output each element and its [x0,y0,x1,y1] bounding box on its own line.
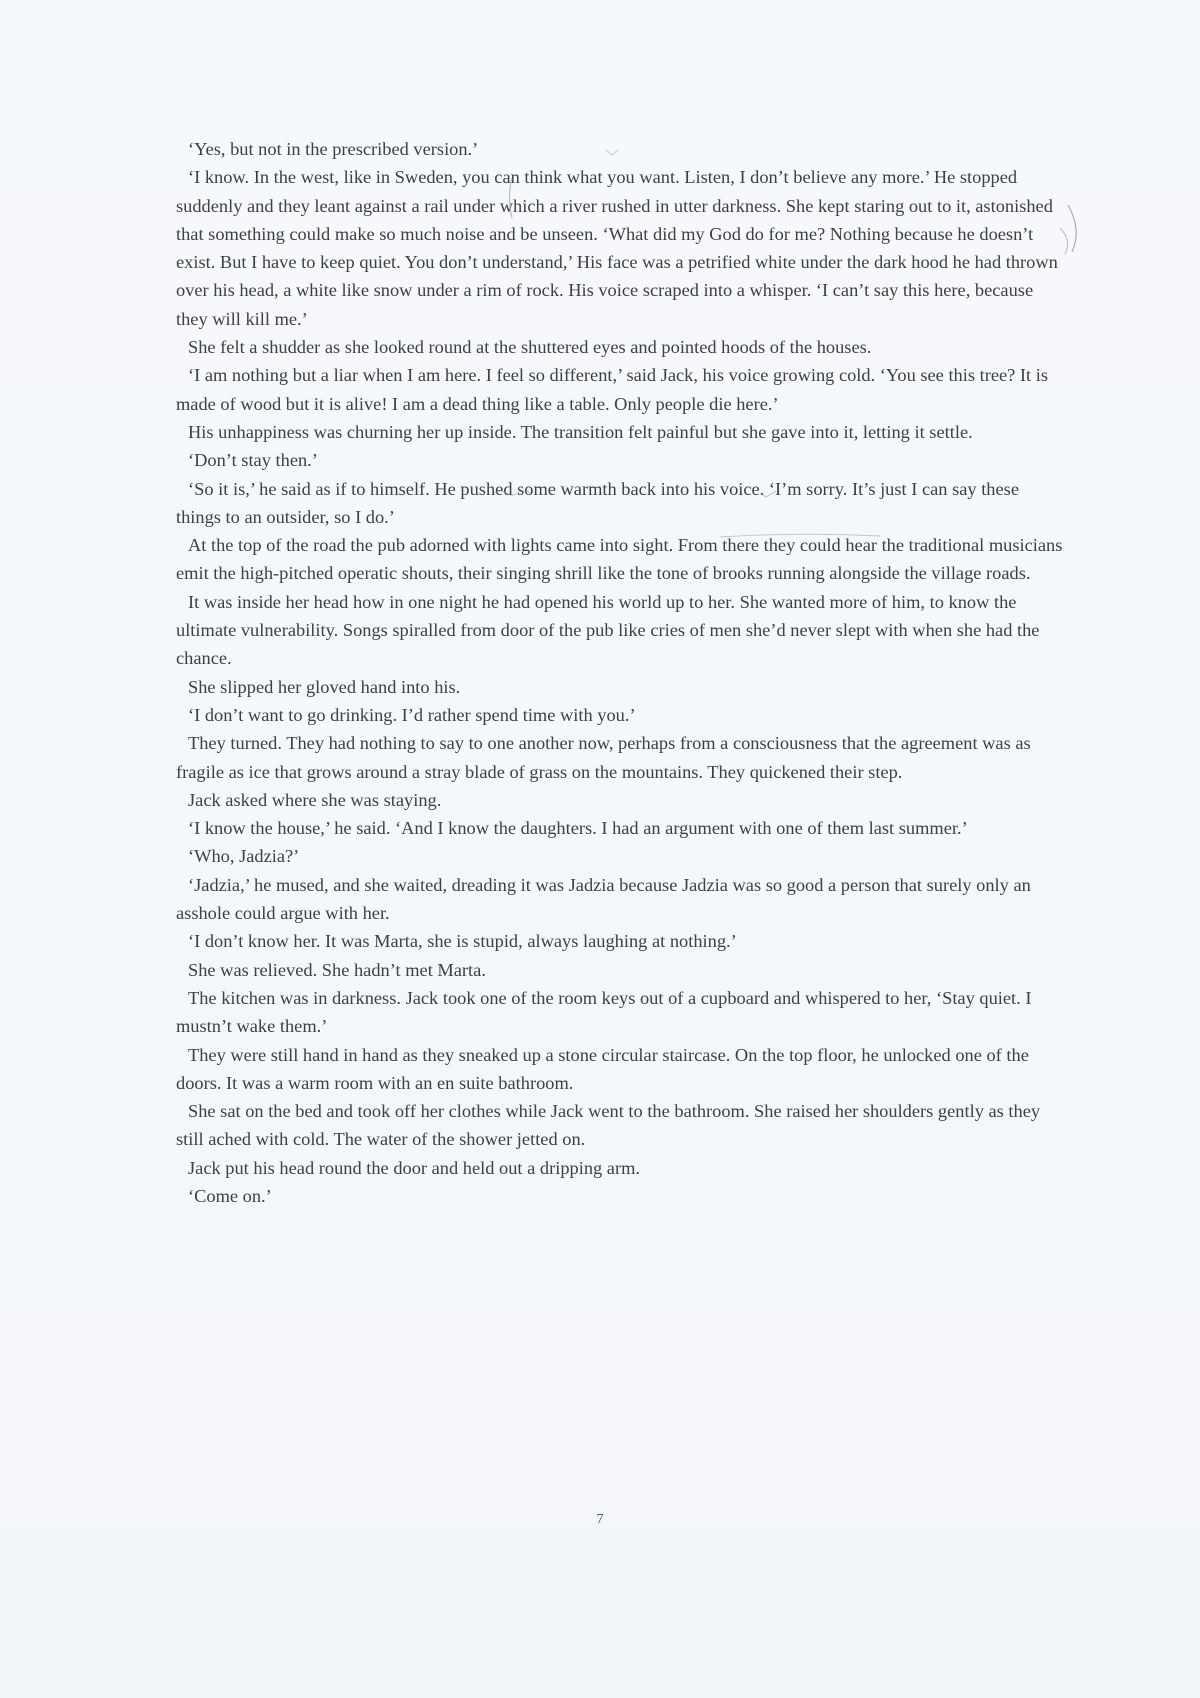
paragraph-10: She slipped her gloved hand into his. [188,676,461,697]
paragraph-23: ‘Come on.’ [188,1185,272,1206]
paragraph-4: ‘I am nothing but a liar when I am here. I feel so different,’ said Jack, his voice growing cold. ‘You see this tree? It is made of wood but it is alive! I am a dead thing like a table. Only people die here.’ [176,365,1049,414]
manuscript-text [176,135,1066,1210]
paragraph-2: ‘I know. In the west, like in Sweden, you can think what you want. Listen, I don’t believe any more.’ He stopped suddenly and they leant against a rail under which a river rushed in utter darkness. She kept staring out to it, astonished that something could make so much noise and be unseen. ‘What did my God do for me? Nothing because he doesn’t exist. But I have to keep quiet. You don’t understand,’ His face was a petrified white under the dark hood he had thrown over his head, a white like snow under a rim of rock. His voice scraped into a whisper. ‘I can’t say this here, because they will kill me.’ [176,167,1058,329]
paragraph-13: Jack asked where she was staying. [188,789,442,810]
paragraph-16: ‘Jadzia,’ he mused, and she waited, dreading it was Jadzia because Jadzia was so good a person that surely only an asshole could argue with her. [176,874,1031,924]
paragraph-15: ‘Who, Jadzia?’ [188,846,300,867]
paragraph-5: His unhappiness was churning her up inside. The transition felt painful but she gave into it, letting it settle. [188,421,973,442]
paragraph-20: They were still hand in hand as they sneaked up a stone circular staircase. On the top floor, he unlocked one of the doors. It was a warm room with an en suite bathroom. [176,1044,1029,1093]
bracket-mark [1068,205,1076,252]
paragraph-9: It was inside her head how in one night he had opened his world up to her. She wanted more of him, to know the ultimate vulnerability. Songs spiralled from door of the pub like cries of men she’d never slept with when she had the chance. [176,591,1040,669]
paragraph-3: She felt a shudder as she looked round at the shuttered eyes and pointed hoods of the houses. [188,337,872,358]
paragraph-22: Jack put his head round the door and held out a dripping arm. [188,1157,640,1178]
paragraph-17: ‘I don’t know her. It was Marta, she is stupid, always laughing at nothing.’ [188,931,737,952]
paragraph-14: ‘I know the house,’ he said. ‘And I know the daughters. I had an argument with one of them last summer.’ [188,818,968,839]
paragraph-8: At the top of the road the pub adorned with lights came into sight. From there they could hear the traditional musicians emit the high-pitched operatic shouts, their singing shrill like the tone of brooks running alongside the village roads. [176,535,1063,584]
paragraph-21: She sat on the bed and took off her clothes while Jack went to the bathroom. She raised her shoulders gently as they still ached with cold. The water of the shower jetted on. [176,1101,1041,1150]
paragraph-11: ‘I don’t want to go drinking. I’d rather spend time with you.’ [188,704,636,725]
paragraph-19: The kitchen was in darkness. Jack took one of the room keys out of a cupboard and whispered to her, ‘Stay quiet. I mustn’t wake them.’ [176,987,1032,1037]
paragraph-7: ‘So it is,’ he said as if to himself. He pushed some warmth back into his voice. ‘I’m sorry. It’s just I can say these things to an outsider, so I do.’ [176,478,1019,527]
page-number: 7 [596,1512,604,1527]
paragraph-1: ‘Yes, but not in the prescribed version.’ [188,139,479,159]
paragraph-18: She was relieved. She hadn’t met Marta. [188,959,486,980]
paragraph-6: ‘Don’t stay then.’ [188,450,318,471]
paragraph-12: They turned. They had nothing to say to one another now, perhaps from a consciousness that the agreement was as fragile as ice that grows around a stray blade of grass on the mountains. They quickened their step. [176,733,1031,782]
